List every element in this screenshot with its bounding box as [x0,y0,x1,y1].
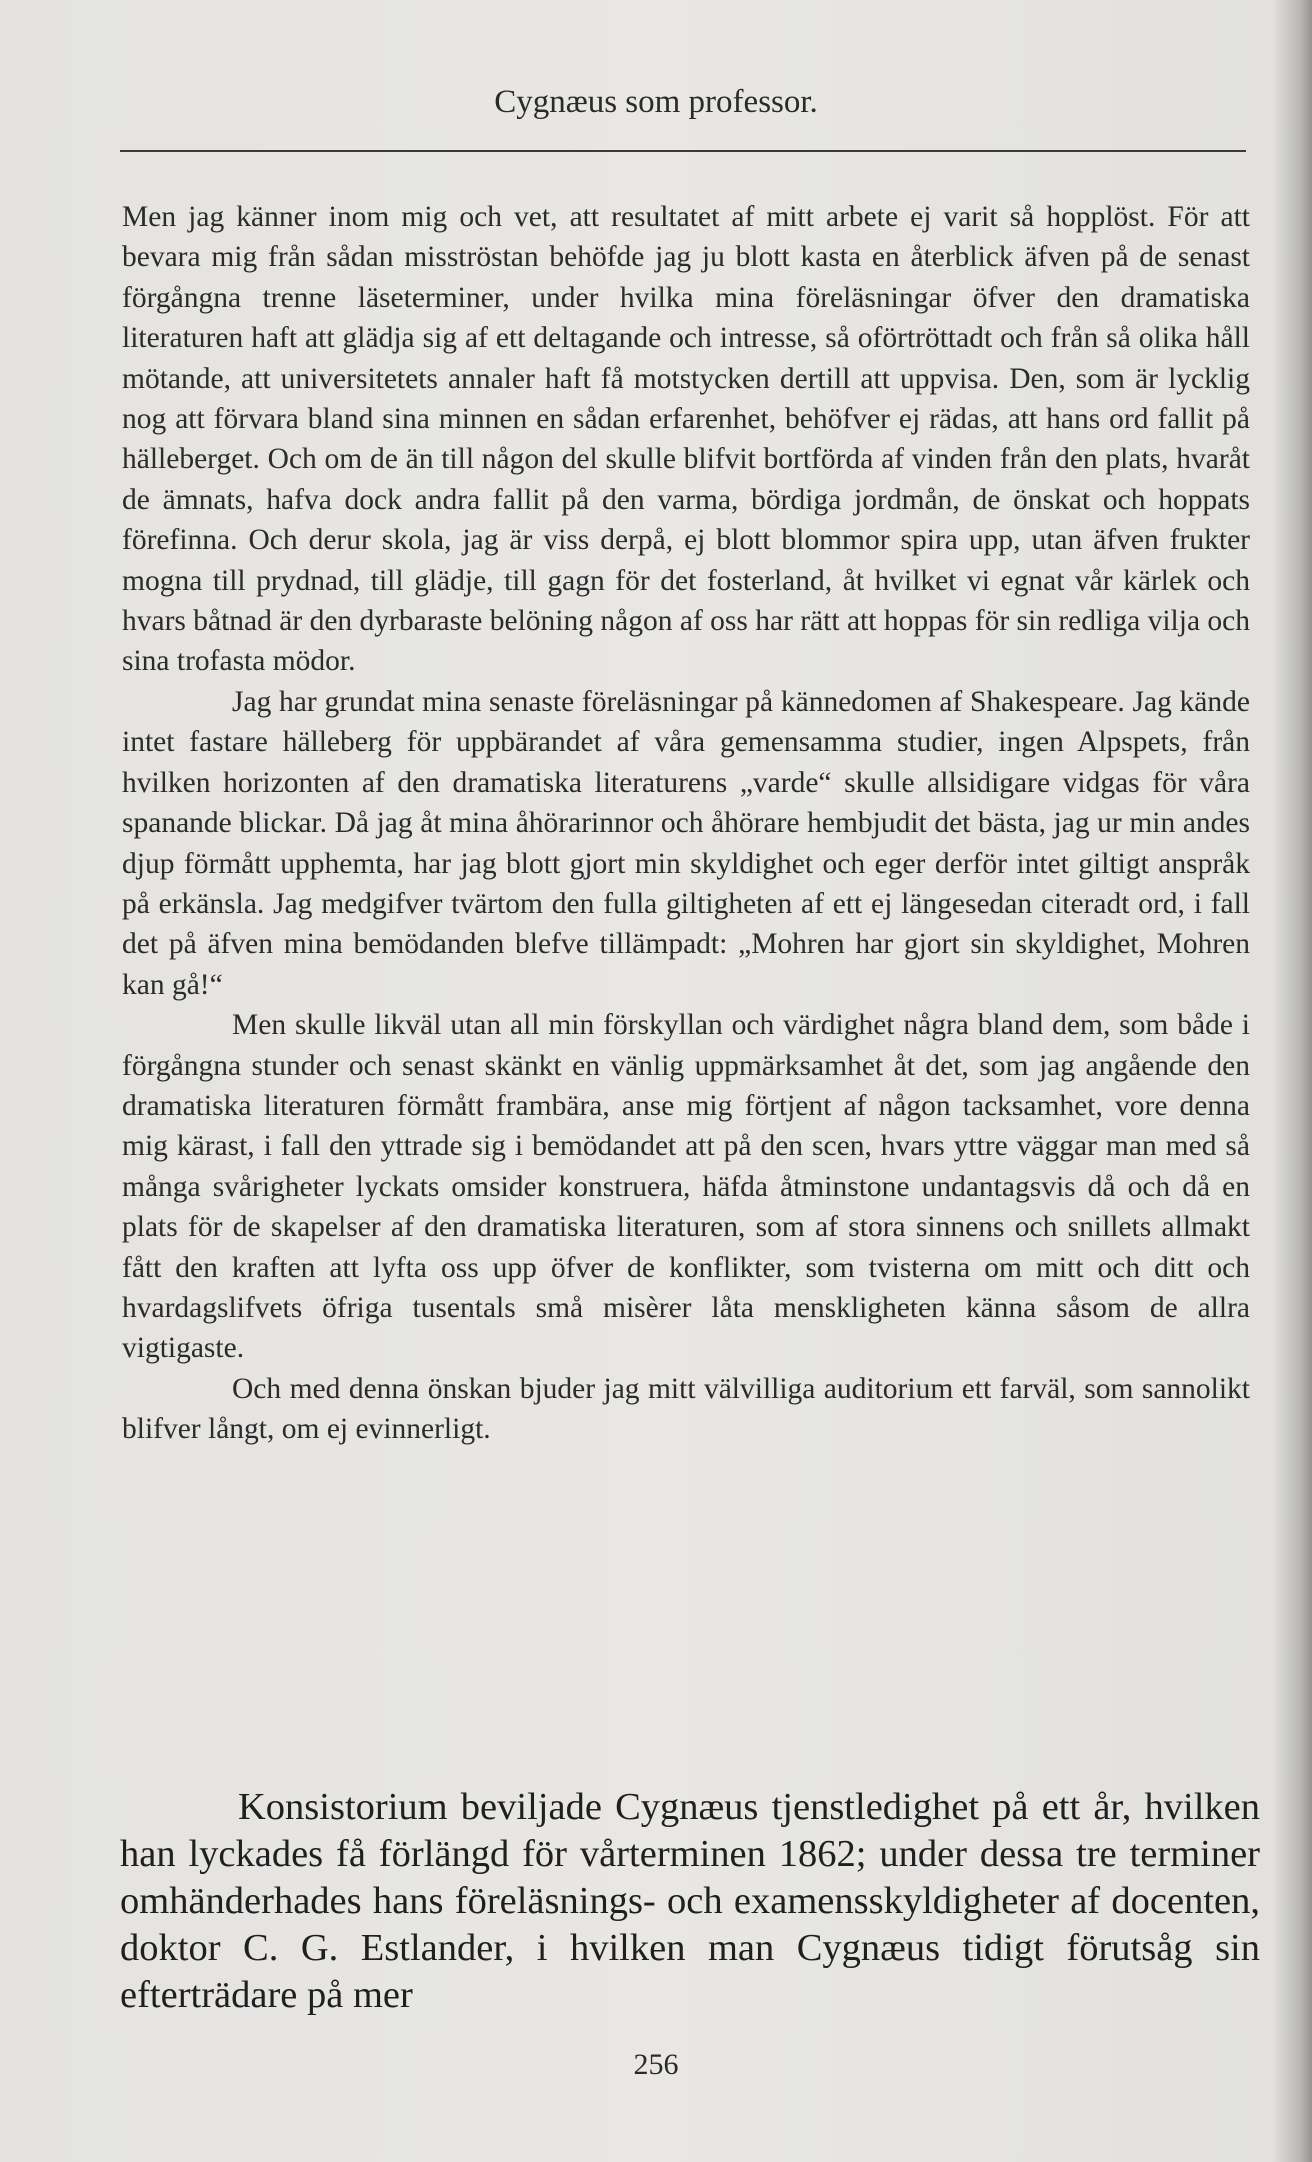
speech-paragraph-1: Men jag känner inom mig och vet, att resultatet af mitt arbete ej varit så hopplöst. För att bevara mig från sådan misströstan behöfde jag ju blott kasta en återblick äfven på de senast förgångna trenne läseterminer, under hvilka mina föreläsningar öfver den dramatiska literaturen haft att glädja sig af ett deltagande och intresse, så oförtröttadt och från så olika håll mötande, att universitetets annaler haft få motstycken dertill att uppvisa. Den, som är lycklig nog att förvara bland sina minnen en sådan erfarenhet, behöfver ej rädas, att hans ord fallit på hälleberget. Och om de än till någon del skulle blifvit bortförda af vinden från den plats, hvaråt de ämnats, hafva dock andra fallit på den varma, bördiga jordmån, de önskat och hoppats förefinna. Och derur skola, jag är viss derpå, ej blott blommor spira upp, utan äfven frukter mogna till prydnad, till glädje, till gagn för det fosterland, åt hvilket vi egnat vår kärlek och hvars båtnad är den dyrbaraste belöning någon af oss har rätt att hoppas för sin redliga vilja och sina trofasta mödor. [122,201,1251,678]
running-head: Cygnæus som professor. [494,84,818,120]
page-number: 256 [633,2048,679,2081]
page-edge-shadow [1272,0,1312,2162]
speech-paragraph-4: Och med denna önskan bjuder jag mitt välvilliga auditorium ett farväl, som sannolikt blifver långt, om ej evinnerligt. [122,1372,1250,1446]
speech-paragraph-2: Jag har grundat mina senaste föreläsningar på kännedomen af Shakespeare. Jag kände intet fastare hälleberg för uppbärandet af våra gemensamma studier, ingen Alpspets, från hvilken horizonten af den dramatiska literaturens „varde“ skulle allsidigare vidgas för våra spanande blickar. Då jag åt mina åhörarinnor och åhörare hembjudit det bästa, jag ur min andes djup förmått upphemta, har jag blott gjort min skyldighet och eger derför intet giltigt anspråk på erkänsla. Jag medgifver tvärtom den fulla giltigheten af ett ej längesedan citeradt ord, i fall det på äfven mina bemödanden blefve tillämpadt: „Mohren har gjort sin skyldighet, Mohren kan gå!“ [122,685,1250,1001]
header-rule [120,150,1246,152]
narrative-text [120,1784,1260,2019]
speech-paragraph-3: Men skulle likväl utan all min förskyllan och värdighet några bland dem, som både i förgångna stunder och senast skänkt en vänlig uppmärksamhet åt det, som jag angående den dramatiska literaturen förmått frambära, anse mig förtjent af någon tacksamhet, vore denna mig kärast, i fall den yttrade sig i bemödandet att på den scen, hvars yttre väggar man med så många svårigheter lyckats omsider konstruera, häfda åtminstone undantagsvis då och då en plats för de skapelser af den dramatiska literaturen, som af stora sinnens och snillets allmakt fått den kraften att lyfta oss upp öfver de konflikter, som tvisterna om mitt och ditt och hvardagslifvets öfriga tusentals små misèrer låta menskligheten känna såsom de allra vigtigaste. [122,1009,1250,1365]
quoted-speech [122,197,1250,1450]
narrative-paragraph: Konsistorium beviljade Cygnæus tjenstledighet på ett år, hvilken han lyckades få förlängd för vårterminen 1862; under dessa tre terminer omhänderhades hans föreläsnings- och examensskyldigheter af docenten, doktor C. G. Estlander, i hvilken man Cygnæus tidigt förutsåg sin efterträdare på mer [120,1786,1260,2016]
